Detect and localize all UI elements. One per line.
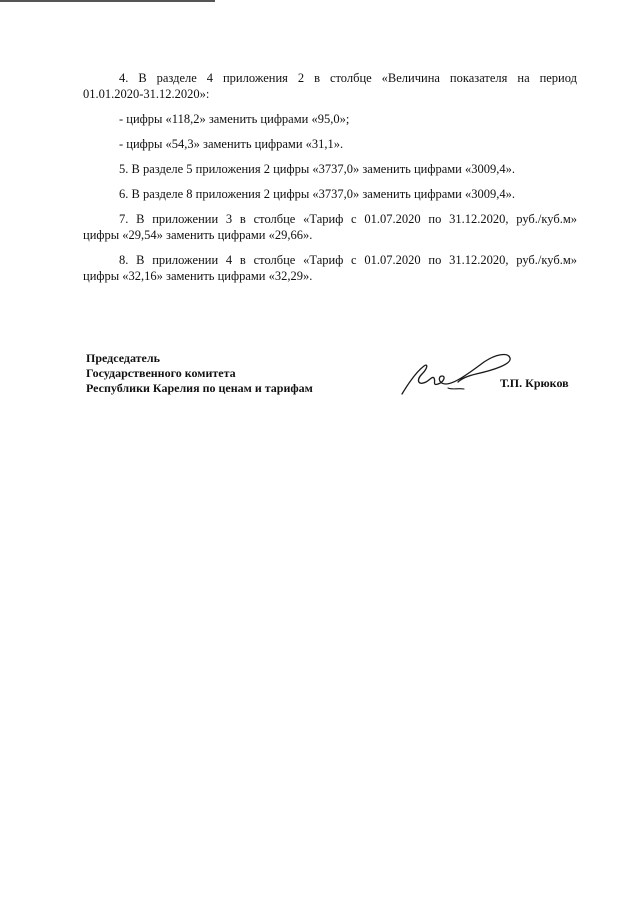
item-7-line2: цифры «29,54» заменить цифрами «29,66». bbox=[83, 228, 313, 242]
signer-name: Т.П. Крюков bbox=[500, 376, 569, 390]
document-body bbox=[83, 70, 577, 293]
item-4-line2: 01.01.2020-31.12.2020»: bbox=[83, 87, 210, 101]
item-8-line2: цифры «32,16» заменить цифрами «32,29». bbox=[83, 269, 313, 283]
position-line-1: Председатель bbox=[86, 351, 160, 365]
item-5: 5. В разделе 5 приложения 2 цифры «3737,0» заменить цифрами «3009,4». bbox=[119, 162, 515, 176]
item-4-line1: 4. В разделе 4 приложения 2 в столбце «Величина показателя на период bbox=[119, 71, 577, 85]
signatory-position bbox=[86, 351, 313, 396]
sub-item-2: - цифры «54,3» заменить цифрами «31,1». bbox=[119, 137, 344, 151]
item-8-line1: 8. В приложении 4 в столбце «Тариф с 01.07.2020 по 31.12.2020, руб./куб.м» bbox=[119, 253, 577, 267]
item-7-line1: 7. В приложении 3 в столбце «Тариф с 01.07.2020 по 31.12.2020, руб./куб.м» bbox=[119, 212, 577, 226]
position-line-3: Республики Карелия по ценам и тарифам bbox=[86, 381, 313, 395]
item-6: 6. В разделе 8 приложения 2 цифры «3737,0» заменить цифрами «3009,4». bbox=[119, 187, 515, 201]
sub-item-1: - цифры «118,2» заменить цифрами «95,0»; bbox=[119, 112, 350, 126]
position-line-2: Государственного комитета bbox=[86, 366, 236, 380]
scan-edge-line bbox=[0, 0, 215, 2]
